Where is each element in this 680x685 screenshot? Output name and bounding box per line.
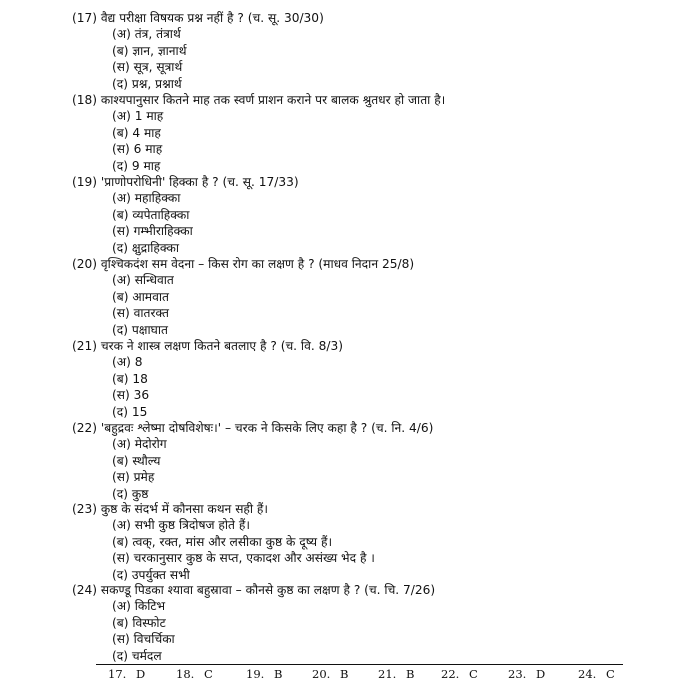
question-text: (18) काश्यपानुसार कितने माह तक स्वर्ण प्राशन कराने पर बालक श्रुतधर हो जाता है। [72,93,446,107]
question-22 [72,420,672,502]
option-b: (ब) स्थौल्य [112,453,161,468]
option-d: (द) कुष्ठ [112,486,149,501]
option-d: (द) चर्मदल [112,648,162,663]
option-c: (स) चरकानुसार कुष्ठ के सप्त, एकादश और असंख्य भेद है । [112,551,375,566]
option-a: (अ) सन्धिवात [112,273,174,288]
option-d: (द) 15 [112,404,148,419]
question-text: (24) सकण्डू पिडका श्यावा बहुस्रावा – कौनसे कुष्ठ का लक्षण है ? (च. चि. 7/26) [72,583,436,597]
question-17 [72,10,672,92]
option-b: (ब) 4 माह [112,125,161,140]
option-c: (स) गम्भीराहिक्का [112,224,193,239]
question-text: (20) वृश्चिकदंश सम वेदना – किस रोग का लक्षण है ? (माधव निदान 25/8) [72,257,415,271]
option-b: (ब) त्वक्, रक्त, मांस और लसीका कुष्ठ के दूष्य हैं। [112,534,333,549]
answer-key-divider [96,664,623,665]
option-d: (द) क्षुद्राहिक्का [112,240,180,255]
option-a: (अ) 1 माह [112,109,164,124]
option-a: (अ) 8 [112,355,143,370]
question-text: (22) 'बहुद्रवः श्लेष्मा दोषविशेषः।' – चरक ने किसके लिए कहा है ? (च. नि. 4/6) [72,421,434,435]
answer-18: 18. C [176,667,213,681]
answer-20: 20. B [312,667,349,681]
answer-key [96,667,623,683]
answer-24: 24. C [578,667,615,681]
question-23 [72,501,672,583]
option-a: (अ) किटिभ [112,599,166,614]
option-b: (ब) विस्फोट [112,615,166,630]
option-b: (ब) व्यपेताहिक्का [112,207,190,222]
option-d: (द) पक्षाघात [112,322,168,337]
option-a: (अ) महाहिक्का [112,191,181,206]
option-b: (ब) आमवात [112,289,169,304]
question-text: (23) कुष्ठ के संदर्भ में कौनसा कथन सही हैं। [72,502,269,516]
option-a: (अ) सभी कुष्ठ त्रिदोषज होते हैं। [112,518,250,533]
option-b: (ब) ज्ञान, ज्ञानार्थ [112,43,187,58]
option-d: (द) 9 माह [112,158,161,173]
question-24 [72,582,672,664]
option-d: (द) उपर्युक्त सभी [112,567,190,582]
option-b: (ब) 18 [112,371,148,386]
question-text: (21) चरक ने शास्त्र लक्षण कितने बतलाए है ? (च. वि. 8/3) [72,339,343,353]
question-18 [72,92,672,174]
option-a: (अ) मेदोरोग [112,437,167,452]
question-text: (17) वैद्य परीक्षा विषयक प्रश्न नहीं है ? (च. सू. 30/30) [72,11,324,25]
question-text: (19) 'प्राणोपरोधिनी' हिक्का है ? (च. सू. 17/33) [72,175,299,189]
option-c: (स) 6 माह [112,142,163,157]
answer-19: 19. B [246,667,283,681]
option-c: (स) विचर्चिका [112,632,175,647]
option-a: (अ) तंत्र, तंत्रार्थ [112,27,181,42]
answer-22: 22. C [441,667,478,681]
answer-23: 23. D [508,667,546,681]
option-c: (स) सूत्र, सूत्रार्थ [112,60,183,75]
option-c: (स) 36 [112,388,150,403]
answer-17: 17. D [108,667,146,681]
question-19 [72,174,672,256]
option-d: (द) प्रश्न, प्रश्नार्थ [112,76,182,91]
question-21 [72,338,672,420]
option-c: (स) प्रमेह [112,470,155,485]
option-c: (स) वातरक्त [112,306,169,321]
answer-21: 21. B [378,667,415,681]
question-20 [72,256,672,338]
